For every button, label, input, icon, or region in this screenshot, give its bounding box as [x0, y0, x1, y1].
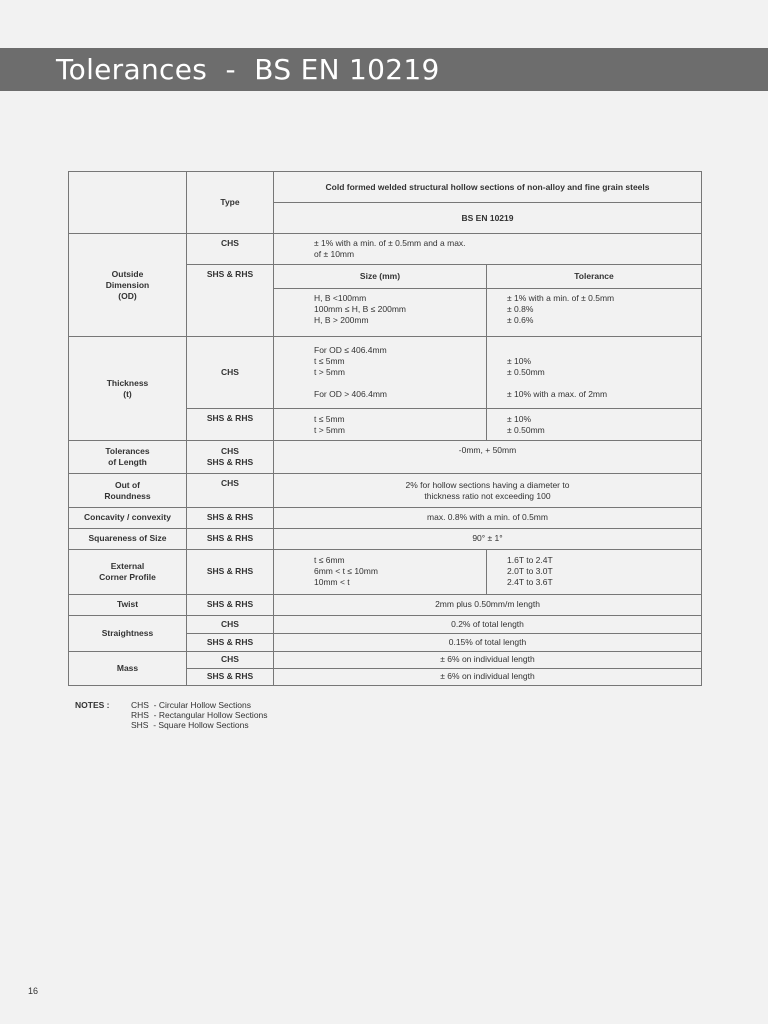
thickness-chs-tolerances: ± 10% ± 0.50mm ± 10% with a max. of 2mm	[487, 337, 702, 409]
length-value: -0mm, + 50mm	[274, 441, 702, 474]
header-blank-cell	[69, 172, 187, 234]
mass-shs-type: SHS & RHS	[187, 668, 274, 685]
od-shs-tolerances: ± 1% with a min. of ± 0.5mm ± 0.8% ± 0.6%	[487, 289, 702, 337]
outside-dimension-label: Outside Dimension (OD)	[69, 234, 187, 337]
notes-lines: CHS - Circular Hollow Sections RHS - Rectangular Hollow Sections SHS - Square Hollow Sections	[131, 700, 268, 730]
straightness-label: Straightness	[69, 615, 187, 651]
straightness-shs-value: 0.15% of total length	[274, 633, 702, 651]
twist-type: SHS & RHS	[187, 594, 274, 615]
concavity-value: max. 0.8% with a min. of 0.5mm	[274, 507, 702, 528]
twist-label: Twist	[69, 594, 187, 615]
type-header: Type	[187, 172, 274, 234]
description-header: Cold formed welded structural hollow sections of non-alloy and fine grain steels	[274, 172, 702, 203]
corner-profile-tolerances: 1.6T to 2.4T 2.0T to 3.0T 2.4T to 3.6T	[487, 549, 702, 594]
corner-profile-type: SHS & RHS	[187, 549, 274, 594]
corner-profile-label: External Corner Profile	[69, 549, 187, 594]
standard-header: BS EN 10219	[274, 203, 702, 234]
thickness-chs-sizes: For OD ≤ 406.4mm t ≤ 5mm t > 5mm For OD > 406.4mm	[274, 337, 487, 409]
corner-profile-sizes: t ≤ 6mm 6mm < t ≤ 10mm 10mm < t	[274, 549, 487, 594]
title-banner	[0, 48, 768, 91]
od-shs-sizes: H, B <100mm 100mm ≤ H, B ≤ 200mm H, B > 200mm	[274, 289, 487, 337]
mass-label: Mass	[69, 651, 187, 685]
tolerance-table	[68, 171, 702, 686]
thickness-chs-type: CHS	[187, 337, 274, 409]
size-header: Size (mm)	[274, 265, 487, 289]
straightness-shs-type: SHS & RHS	[187, 633, 274, 651]
mass-chs-value: ± 6% on individual length	[274, 651, 702, 668]
roundness-label: Out of Roundness	[69, 474, 187, 507]
roundness-value: 2% for hollow sections having a diameter to thickness ratio not exceeding 100	[274, 474, 702, 507]
twist-value: 2mm plus 0.50mm/m length	[274, 594, 702, 615]
mass-shs-value: ± 6% on individual length	[274, 668, 702, 685]
thickness-shs-type: SHS & RHS	[187, 409, 274, 441]
length-type: CHS SHS & RHS	[187, 441, 274, 474]
mass-chs-type: CHS	[187, 651, 274, 668]
concavity-label: Concavity / convexity	[69, 507, 187, 528]
thickness-label: Thickness (t)	[69, 337, 187, 441]
straightness-chs-type: CHS	[187, 615, 274, 633]
squareness-label: Squareness of Size	[69, 528, 187, 549]
thickness-shs-sizes: t ≤ 5mm t > 5mm	[274, 409, 487, 441]
concavity-type: SHS & RHS	[187, 507, 274, 528]
squareness-type: SHS & RHS	[187, 528, 274, 549]
length-label: Tolerances of Length	[69, 441, 187, 474]
squareness-value: 90° ± 1°	[274, 528, 702, 549]
tolerance-table-container	[68, 171, 701, 686]
tolerance-header: Tolerance	[487, 265, 702, 289]
roundness-type: CHS	[187, 474, 274, 507]
thickness-shs-tolerances: ± 10% ± 0.50mm	[487, 409, 702, 441]
od-shs-type: SHS & RHS	[187, 265, 274, 337]
od-chs-type: CHS	[187, 234, 274, 265]
page-number: 16	[28, 986, 39, 996]
straightness-chs-value: 0.2% of total length	[274, 615, 702, 633]
od-chs-value: ± 1% with a min. of ± 0.5mm and a max. of ± 10mm	[274, 234, 702, 265]
notes-label: NOTES :	[75, 700, 110, 710]
page-title: Tolerances - BS EN 10219	[56, 53, 440, 86]
